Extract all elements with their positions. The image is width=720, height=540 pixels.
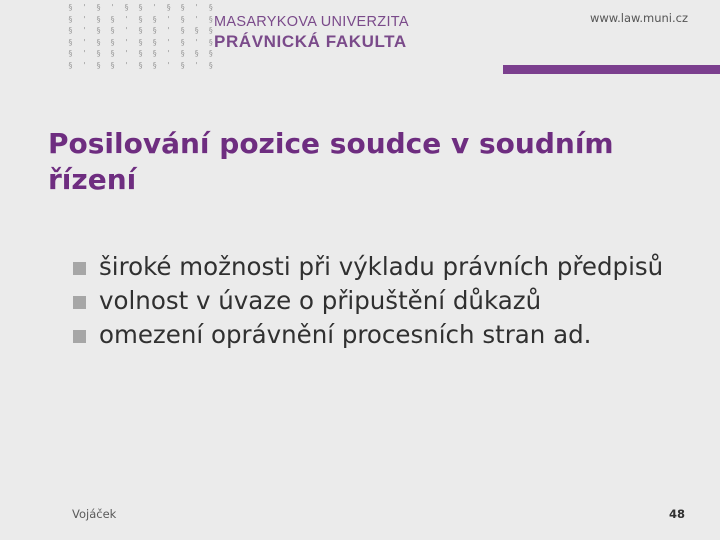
bullet-item — [72, 284, 692, 318]
university-name: MASARYKOVA UNIVERZITA — [214, 14, 409, 30]
bullet-text: omezení oprávnění procesních stran ad. — [99, 320, 592, 349]
bullet-item — [72, 318, 692, 352]
bullet-list — [72, 250, 692, 352]
faculty-logo-icon: § ' § ' § § ' § § ' § § ' § § ' § § ' § ' § § ' § § ' § § ' § § § § ' § § ' § § ' § ' § § ' § § ' § § ' § § § § ' § § ' § § ' § ' § — [68, 3, 216, 70]
page-number: 48 — [668, 507, 685, 521]
header-accent-bar — [503, 65, 720, 74]
square-bullet-icon — [73, 330, 86, 343]
bullet-item — [72, 250, 692, 284]
bullet-text: volnost v úvaze o připuštění důkazů — [99, 286, 542, 315]
slide-title: Posilování pozice soudce v soudním řízení — [48, 127, 614, 196]
author-name: Vojáček — [72, 507, 117, 521]
square-bullet-icon — [73, 296, 86, 309]
bullet-text: široké možnosti při výkladu právních předpisů — [99, 252, 664, 281]
faculty-name: PRÁVNICKÁ FAKULTA — [214, 32, 407, 51]
square-bullet-icon — [73, 262, 86, 275]
website-link[interactable]: www.law.muni.cz — [589, 11, 688, 25]
